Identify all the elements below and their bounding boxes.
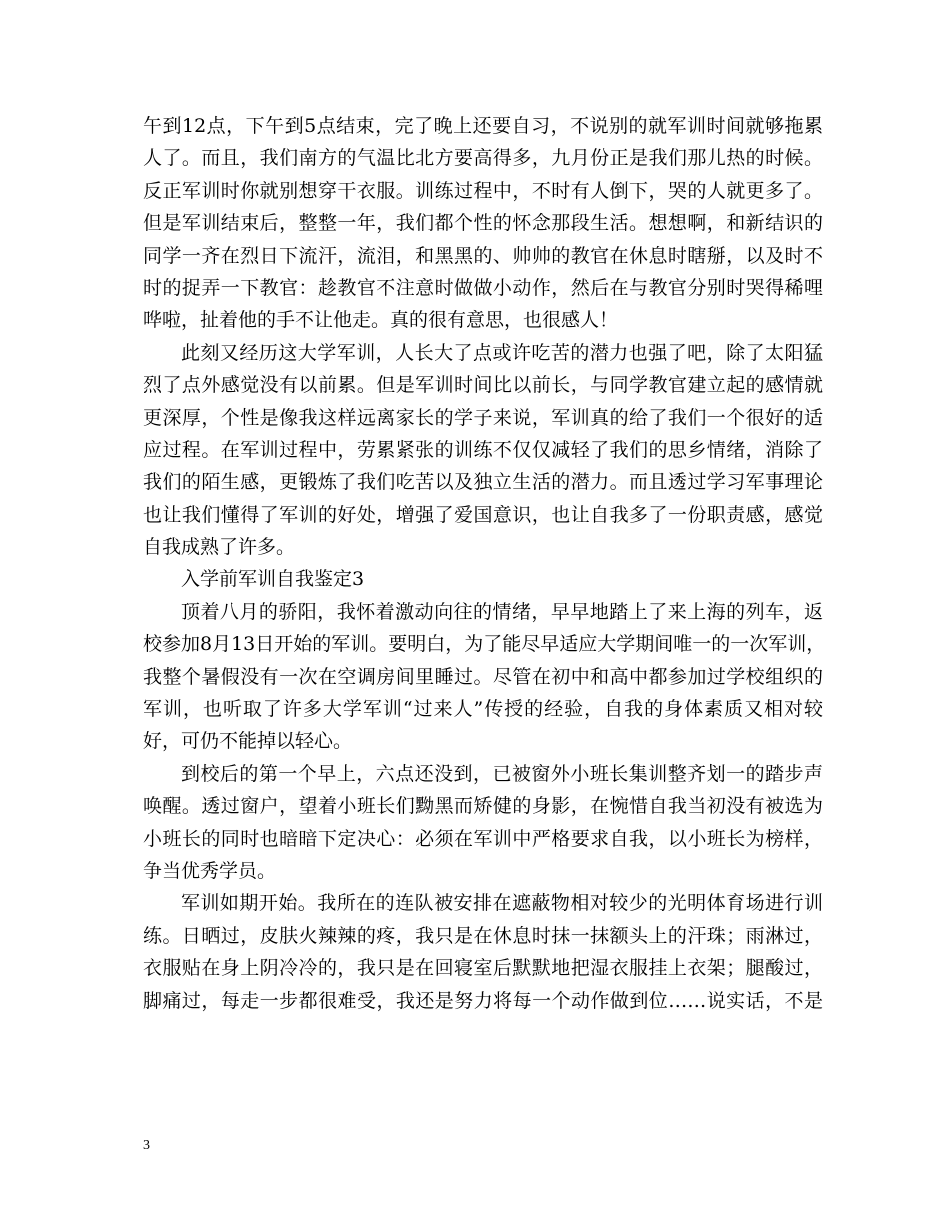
text-line: 但是军训结束后，整整一年，我们都个性的怀念那段生活。想想啊，和新结识的 [143,212,823,235]
text-line: 自我成熟了许多。 [143,536,296,559]
text-line: 唤醒。透过窗户，望着小班长们黝黑而矫健的身影，在惋惜自我当初没有被选为 [143,795,823,818]
page-number: 3 [143,1138,150,1153]
text-line: 此刻又经历这大学军训，人长大了点或许吃苦的潜力也强了吧，除了太阳猛 [181,341,823,364]
text-line: 更深厚，个性是像我这样远离家长的学子来说，军训真的给了我们一个很好的适 [143,406,823,429]
text-line: 军训如期开始。我所在的连队被安排在遮蔽物相对较少的光明体育场进行训 [181,892,823,915]
text-line: 哗啦，扯着他的手不让他走。真的很有意思，也很感人！ [143,309,619,332]
paragraph [143,758,823,888]
text-line: 小班长的同时也暗暗下定决心：必须在军训中严格要求自我，以小班长为榜样， [143,827,823,850]
text-line: 烈了点外感觉没有以前累。但是军训时间比以前长，与同学教官建立起的感情就 [143,374,823,397]
paragraph [143,110,823,337]
text-line: 同学一齐在烈日下流汗，流泪，和黑黑的、帅帅的教官在休息时瞎掰，以及时不 [143,244,823,267]
text-line: 争当优秀学员。 [143,859,277,882]
text-line: 到校后的第一个早上，六点还没到，已被窗外小班长集训整齐划一的踏步声 [181,762,823,785]
text-line: 军训，也听取了许多大学军训“过来人”传授的经验，自我的身体素质又相对较 [143,698,823,721]
paragraph [143,596,826,758]
text-line: 入学前军训自我鉴定3 [181,568,365,591]
text-line: 衣服贴在身上阴冷冷的，我只是在回寝室后默默地把湿衣服挂上衣架；腿酸过， [143,957,823,980]
text-line: 好，可仍不能掉以轻心。 [143,730,353,753]
text-line: 练。日晒过，皮肤火辣辣的疼，我只是在休息时抹一抹额头上的汗珠；雨淋过， [143,924,823,947]
text-line: 也让我们懂得了军训的好处，增强了爱国意识，也让自我多了一份职责感，感觉 [143,503,823,526]
paragraph [143,337,823,564]
paragraph [143,887,823,1017]
text-line: 时的捉弄一下教官：趁教官不注意时做做小动作，然后在与教官分别时哭得稀哩 [143,276,823,299]
text-line: 午到12点，下午到5点结束，完了晚上还要自习，不说别的就军训时间就够拖累 [143,115,823,137]
text-line: 应过程。在军训过程中，劳累紧张的训练不仅仅减轻了我们的思乡情绪，消除了 [143,438,823,461]
text-line: 人了。而且，我们南方的气温比北方要高得多，九月份正是我们那儿热的时候。 [143,147,823,170]
text-line: 脚痛过，每走一步都很难受，我还是努力将每一个动作做到位……说实话，不是 [143,989,823,1012]
text-line: 我整个暑假没有一次在空调房间里睡过。尽管在初中和高中都参加过学校组织的 [143,665,823,688]
paragraph [143,563,823,595]
text-line: 我们的陌生感，更锻炼了我们吃苦以及独立生活的潜力。而且透过学习军事理论 [143,471,823,494]
text-line: 校参加8月13日开始的军训。要明白，为了能尽早适应大学期间唯一的一次军训， [143,633,826,656]
text-line: 顶着八月的骄阳，我怀着激动向往的情绪，早早地踏上了来上海的列车，返 [181,600,823,623]
text-line: 反正军训时你就别想穿干衣服。训练过程中，不时有人倒下，哭的人就更多了。 [143,179,823,202]
document-body [143,110,826,1017]
